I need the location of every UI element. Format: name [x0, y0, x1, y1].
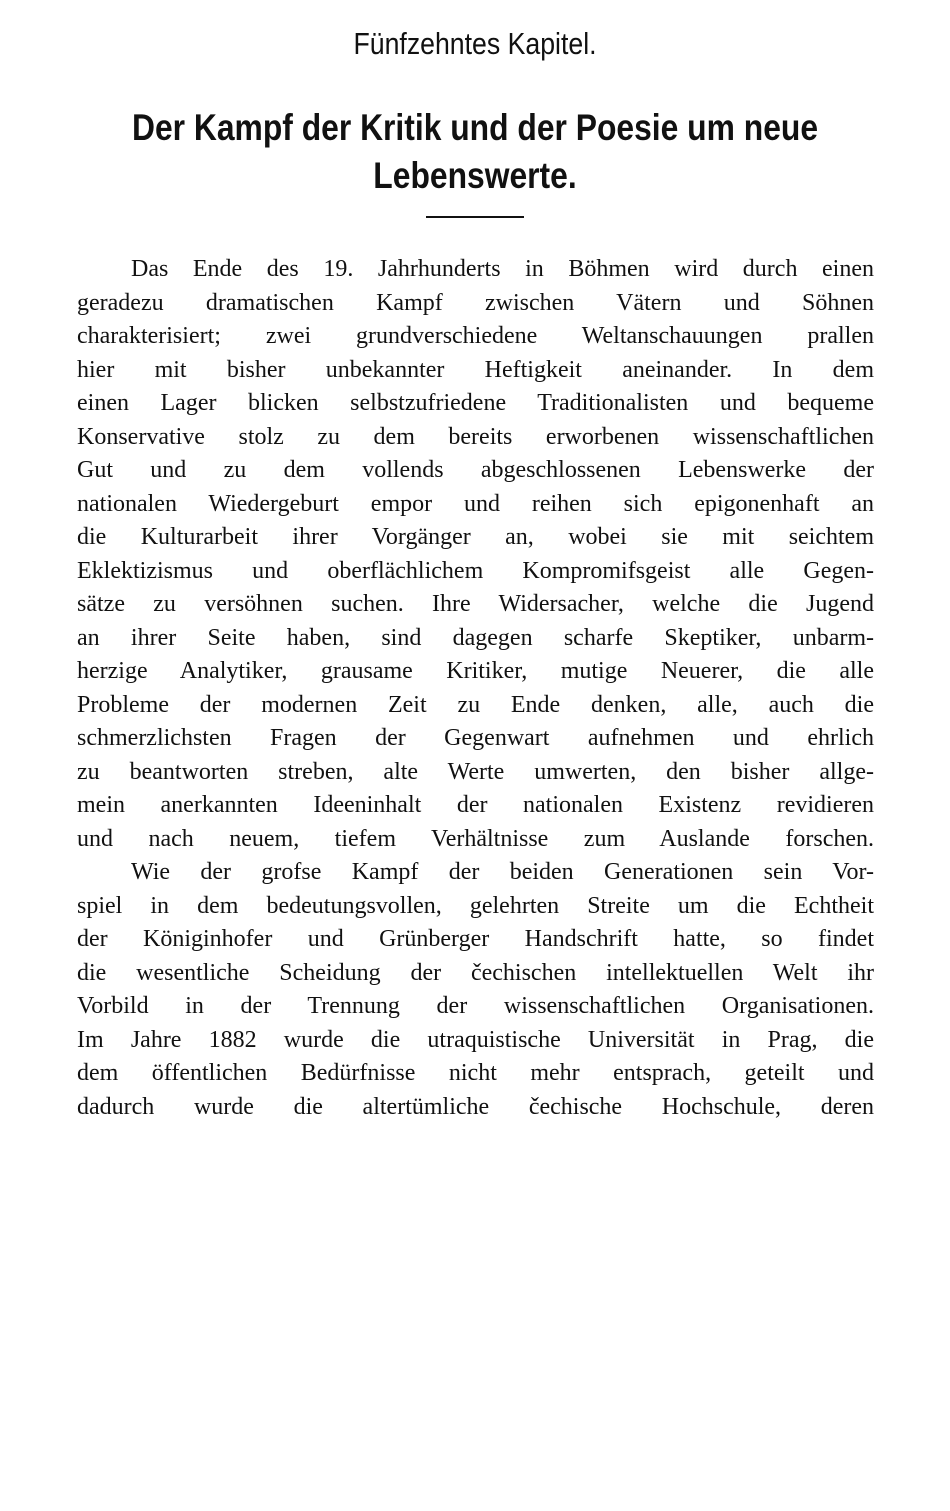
text-line: Konservative stolz zu dem bereits erworbenen wissenschaftlichen: [77, 423, 874, 450]
title-divider: [426, 216, 524, 218]
body-text: [77, 253, 874, 1124]
text-line: charakterisiert; zwei grundverschiedene Weltanschauungen prallen: [77, 323, 874, 349]
text-line: nationalen Wiedergeburt empor und reihen sich epigonenhaft an: [77, 490, 874, 517]
text-line: hier mit bisher unbekannter Heftigkeit aneinander. In dem: [77, 356, 874, 383]
text-line: die Kulturarbeit ihrer Vorgänger an, wobei sie mit seichtem: [77, 524, 874, 550]
text-line: Gut und zu dem vollends abgeschlossenen Lebenswerke der: [77, 457, 874, 483]
text-line: einen Lager blicken selbstzufriedene Traditionalisten und bequeme: [77, 390, 874, 416]
text-line: Wie der grofse Kampf der beiden Generationen sein Vor-: [131, 859, 874, 885]
chapter-title: [118, 104, 832, 200]
text-line: dem öffentlichen Bedürfnisse nicht mehr entsprach, geteilt und: [77, 1060, 874, 1086]
text-line: Im Jahre 1882 wurde die utraquistische Universität in Prag, die: [77, 1026, 874, 1053]
text-line: spiel in dem bedeutungsvollen, gelehrten Streite um die Echtheit: [77, 892, 874, 919]
text-line: Probleme der modernen Zeit zu Ende denken, alle, auch die: [77, 691, 874, 718]
text-line: geradezu dramatischen Kampf zwischen Vätern und Söhnen: [77, 289, 874, 316]
chapter-title-line-2: Lebenswerte.: [373, 155, 577, 196]
text-line: herzige Analytiker, grausame Kritiker, mutige Neuerer, die alle: [77, 658, 874, 684]
text-line: dadurch wurde die altertümliche čechische Hochschule, deren: [77, 1093, 874, 1120]
text-line: zu beantworten streben, alte Werte umwerten, den bisher allge-: [77, 758, 874, 785]
text-line: der Königinhofer und Grünberger Handschrift hatte, so findet: [77, 926, 874, 952]
text-line: Das Ende des 19. Jahrhunderts in Böhmen wird durch einen: [131, 256, 874, 282]
chapter-title-line-1: Der Kampf der Kritik und der Poesie um neue: [131, 107, 819, 148]
text-line: Vorbild in der Trennung der wissenschaftlichen Organisationen.: [77, 993, 874, 1019]
chapter-label: Fünfzehntes Kapitel.: [353, 26, 597, 61]
text-line: sätze zu versöhnen suchen. Ihre Widersacher, welche die Jugend: [77, 591, 874, 617]
text-line: an ihrer Seite haben, sind dagegen scharfe Skeptiker, unbarm-: [77, 624, 874, 651]
text-line: schmerzlichsten Fragen der Gegenwart aufnehmen und ehrlich: [77, 725, 874, 751]
text-line: die wesentliche Scheidung der čechischen intellektuellen Welt ihr: [77, 959, 874, 986]
text-line: Eklektizismus und oberflächlichem Kompromifsgeist alle Gegen-: [77, 557, 874, 584]
text-line: und nach neuem, tiefem Verhältnisse zum Auslande forschen.: [77, 825, 874, 852]
text-line: mein anerkannten Ideeninhalt der nationalen Existenz revidieren: [77, 792, 874, 818]
